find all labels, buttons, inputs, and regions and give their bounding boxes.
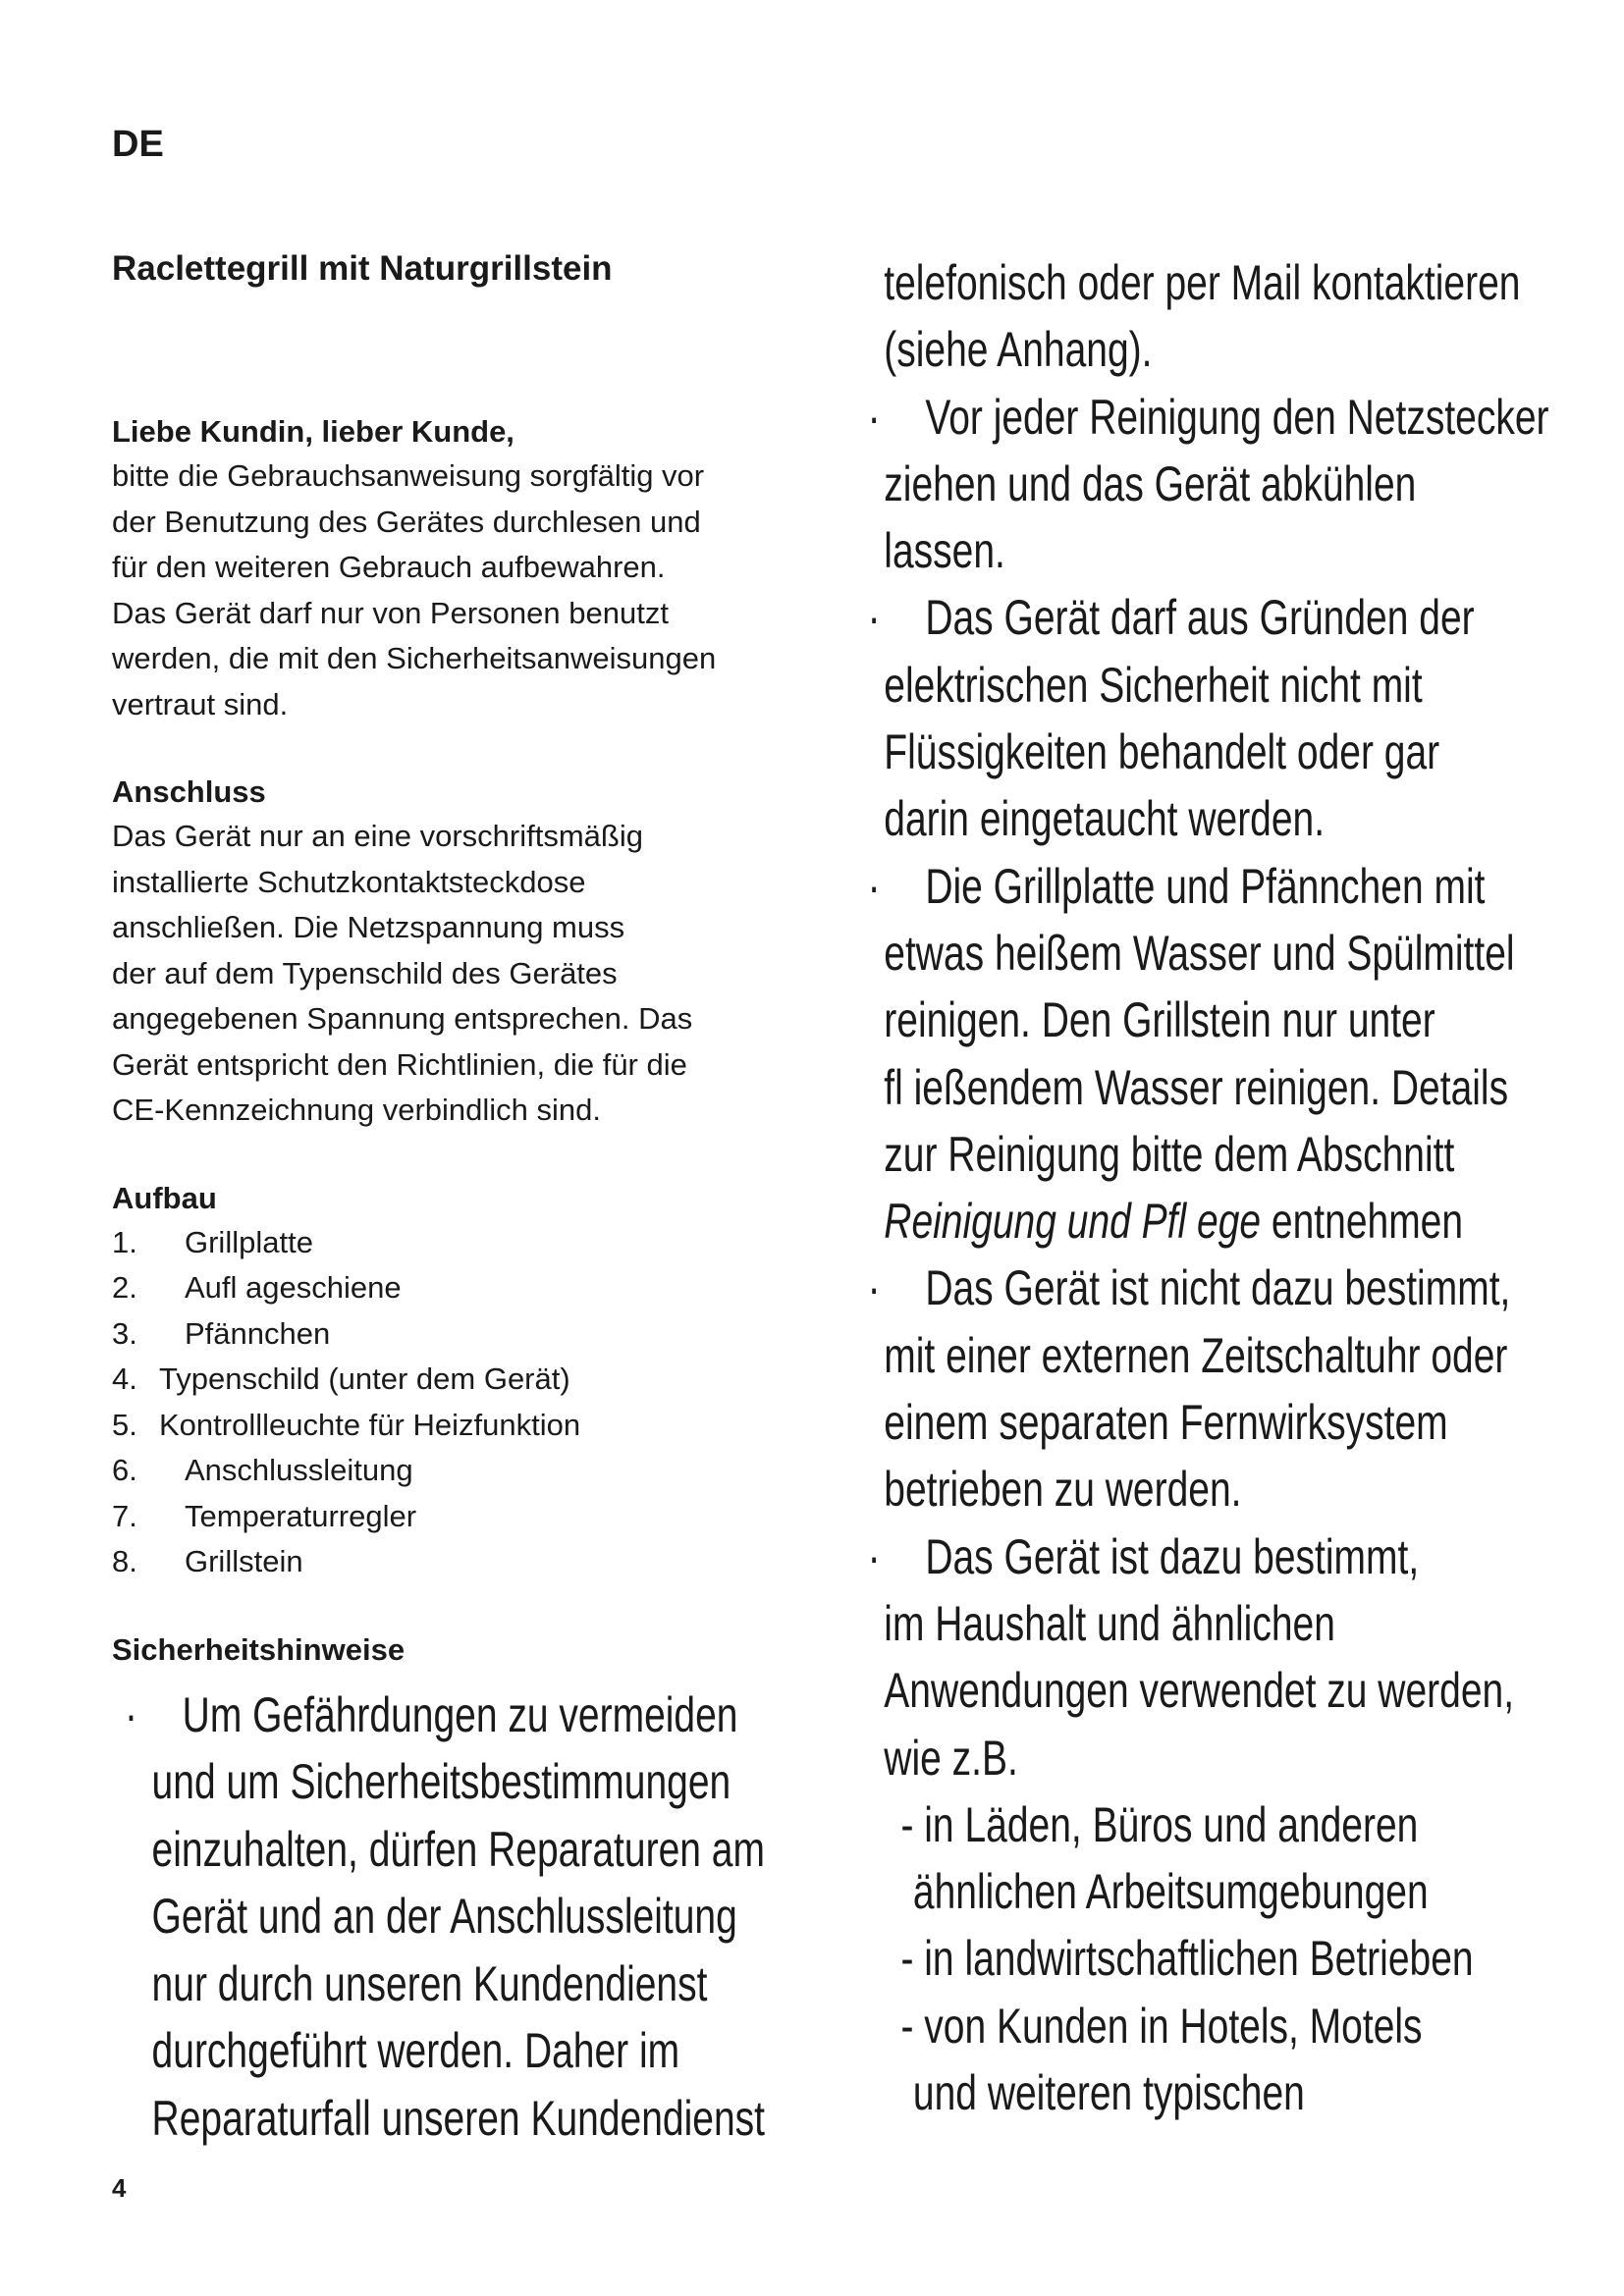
list-item: [112, 1220, 819, 1266]
anschluss-heading: Anschluss: [112, 774, 266, 809]
intro-line: der Benutzung des Gerätes durchlesen und: [112, 504, 701, 539]
intro-paragraph: [112, 454, 819, 727]
intro-line: Das Gerät darf nur von Personen benutzt: [112, 595, 669, 630]
list-text: Typenschild (unter dem Gerät): [159, 1362, 570, 1396]
bullet-line: im Haushalt und ähnlichen: [884, 1595, 1335, 1651]
bullet-dot: ·: [867, 389, 881, 445]
bullet-line: etwas heißem Wasser und Spülmittel: [884, 925, 1515, 981]
safety-bullet: [864, 853, 1584, 920]
list-item: [112, 1403, 819, 1449]
bullet-first-line: Vor jeder Reinigung den Netzstecker: [925, 389, 1549, 445]
bullet-dot: ·: [867, 590, 881, 646]
intro-heading: Liebe Kundin, lieber Kunde,: [112, 414, 514, 449]
bullet-first-line: Das Gerät ist nicht dazu bestimmt,: [925, 1260, 1511, 1316]
bullet-line: elektrischen Sicherheit nicht mit: [884, 657, 1423, 713]
bullet-line: Flüssigkeiten behandelt oder gar: [884, 724, 1440, 780]
bullet-line: betrieben zu werden.: [884, 1462, 1242, 1518]
list-text: Temperaturregler: [185, 1498, 417, 1533]
bullet-line: darin eingetaucht werden.: [884, 791, 1326, 847]
bullet-line: einzuhalten, dürfen Reparaturen am: [151, 1821, 765, 1877]
anschluss-line: anschließen. Die Netzspannung muss: [112, 910, 625, 944]
intro-line: werden, die mit den Sicherheitsanweisungen: [112, 641, 717, 675]
safety-bullet: [864, 584, 1584, 651]
bullet-dot: ·: [125, 1686, 137, 1742]
safety-bullet: [864, 384, 1584, 451]
bullet-line: lassen.: [884, 523, 1005, 579]
bullet-line: zur Reinigung bitte dem Abschnitt: [884, 1126, 1455, 1182]
list-text: Aufl ageschiene: [185, 1270, 402, 1305]
bullet-line: telefonisch oder per Mail kontaktieren: [884, 255, 1521, 310]
bullet-line: durchgeführt werden. Daher im: [151, 2023, 680, 2078]
list-text: Pfännchen: [185, 1315, 331, 1351]
bullet-line: nur durch unseren Kundendienst: [151, 1955, 708, 2011]
list-number: 5.: [112, 1407, 137, 1442]
left-column: [112, 245, 819, 2152]
safety-bullet: [864, 1523, 1584, 1590]
anschluss-line: Gerät entspricht den Richtlinien, die für die: [112, 1046, 687, 1082]
bullet-dot: ·: [867, 858, 881, 914]
list-item: [112, 1357, 819, 1403]
safety-right-block: [864, 249, 1584, 2126]
list-number: 1.: [112, 1224, 137, 1259]
bullet-line-tail: entnehmen: [1261, 1194, 1464, 1250]
bullet-dot: ·: [867, 1528, 881, 1584]
bullet-dot: ·: [867, 1260, 881, 1316]
document-title: Raclettegrill mit Naturgrillstein: [112, 249, 613, 288]
anschluss-paragraph: [112, 814, 819, 1134]
anschluss-line: angegebenen Spannung entsprechen. Das: [112, 1001, 693, 1036]
bullet-line: Anwendungen verwendet zu werden,: [884, 1663, 1515, 1719]
list-number: 8.: [112, 1544, 137, 1578]
anschluss-line: der auf dem Typenschild des Gerätes: [112, 955, 618, 990]
bullet-line: fl ießendem Wasser reinigen. Details: [884, 1059, 1509, 1115]
bullet-line: und um Sicherheitsbestimmungen: [151, 1754, 731, 1809]
bullet-first-line: Das Gerät ist dazu bestimmt,: [925, 1528, 1420, 1584]
list-item: [112, 1265, 819, 1311]
bullet-line: ziehen und das Gerät abkühlen: [884, 455, 1417, 511]
aufbau-heading: Aufbau: [112, 1180, 217, 1215]
intro-line: für den weiteren Gebrauch aufbewahren.: [112, 550, 666, 584]
anschluss-line: Das Gerät nur an eine vorschriftsmäßig: [112, 819, 643, 853]
sub-list-line: - in landwirtschaftlichen Betrieben: [900, 1931, 1474, 1987]
sub-list-line: und weiteren typischen: [912, 2065, 1305, 2121]
list-number: 7.: [112, 1498, 137, 1533]
bullet-line: [864, 1188, 1584, 1255]
bullet-line: mit einer externen Zeitschaltuhr oder: [884, 1327, 1508, 1383]
bullet-line: Gerät und an der Anschlussleitung: [151, 1889, 737, 1944]
anschluss-line: installierte Schutzkontaktsteckdose: [112, 864, 586, 899]
sub-list-line: - von Kunden in Hotels, Motels: [900, 1998, 1423, 2054]
list-text: Anschlussleitung: [185, 1453, 413, 1487]
bullet-first-line: Um Gefährdungen zu vermeiden: [182, 1686, 738, 1742]
aufbau-list: [112, 1220, 819, 1585]
intro-line: bitte die Gebrauchsanweisung sorgfältig vor: [112, 458, 705, 493]
safety-left-block: [112, 1682, 801, 2153]
list-item: [112, 1539, 819, 1585]
list-number: 4.: [112, 1362, 137, 1396]
list-item: [112, 1311, 819, 1358]
bullet-line: (siehe Anhang).: [884, 322, 1153, 378]
list-number: 3.: [112, 1315, 137, 1351]
bullet-line: einem separaten Fernwirksystem: [884, 1395, 1448, 1451]
list-number: 2.: [112, 1270, 137, 1305]
intro-line: vertraut sind.: [112, 686, 289, 721]
list-number: 6.: [112, 1453, 137, 1487]
list-item: [112, 1494, 819, 1540]
list-text: Grillplatte: [185, 1224, 313, 1259]
right-column: [864, 249, 1571, 2126]
sub-list-line: - in Läden, Büros und anderen: [900, 1796, 1419, 1852]
page-number: 4: [112, 2173, 127, 2203]
anschluss-line: CE-Kennzeichnung verbindlich sind.: [112, 1093, 602, 1127]
language-code: DE: [112, 124, 164, 165]
bullet-line: Reparaturfall unseren Kundendienst: [151, 2090, 765, 2146]
safety-heading: Sicherheitshinweise: [112, 1631, 406, 1667]
list-text: Kontrollleuchte für Heizfunktion: [159, 1407, 581, 1442]
safety-bullet: [864, 1255, 1584, 1321]
bullet-line: wie z.B.: [884, 1730, 1018, 1786]
sub-list-line: ähnlichen Arbeitsumgebungen: [912, 1864, 1429, 1920]
bullet-first-line: Das Gerät darf aus Gründen der: [925, 590, 1475, 646]
list-text: Grillstein: [185, 1544, 303, 1578]
bullet-line: reinigen. Den Grillstein nur unter: [884, 992, 1435, 1048]
list-item: [112, 1448, 819, 1494]
section-reference: Reinigung und Pfl ege: [884, 1194, 1262, 1250]
safety-bullet: [112, 1682, 801, 1749]
bullet-first-line: Die Grillplatte und Pfännchen mit: [925, 858, 1486, 914]
